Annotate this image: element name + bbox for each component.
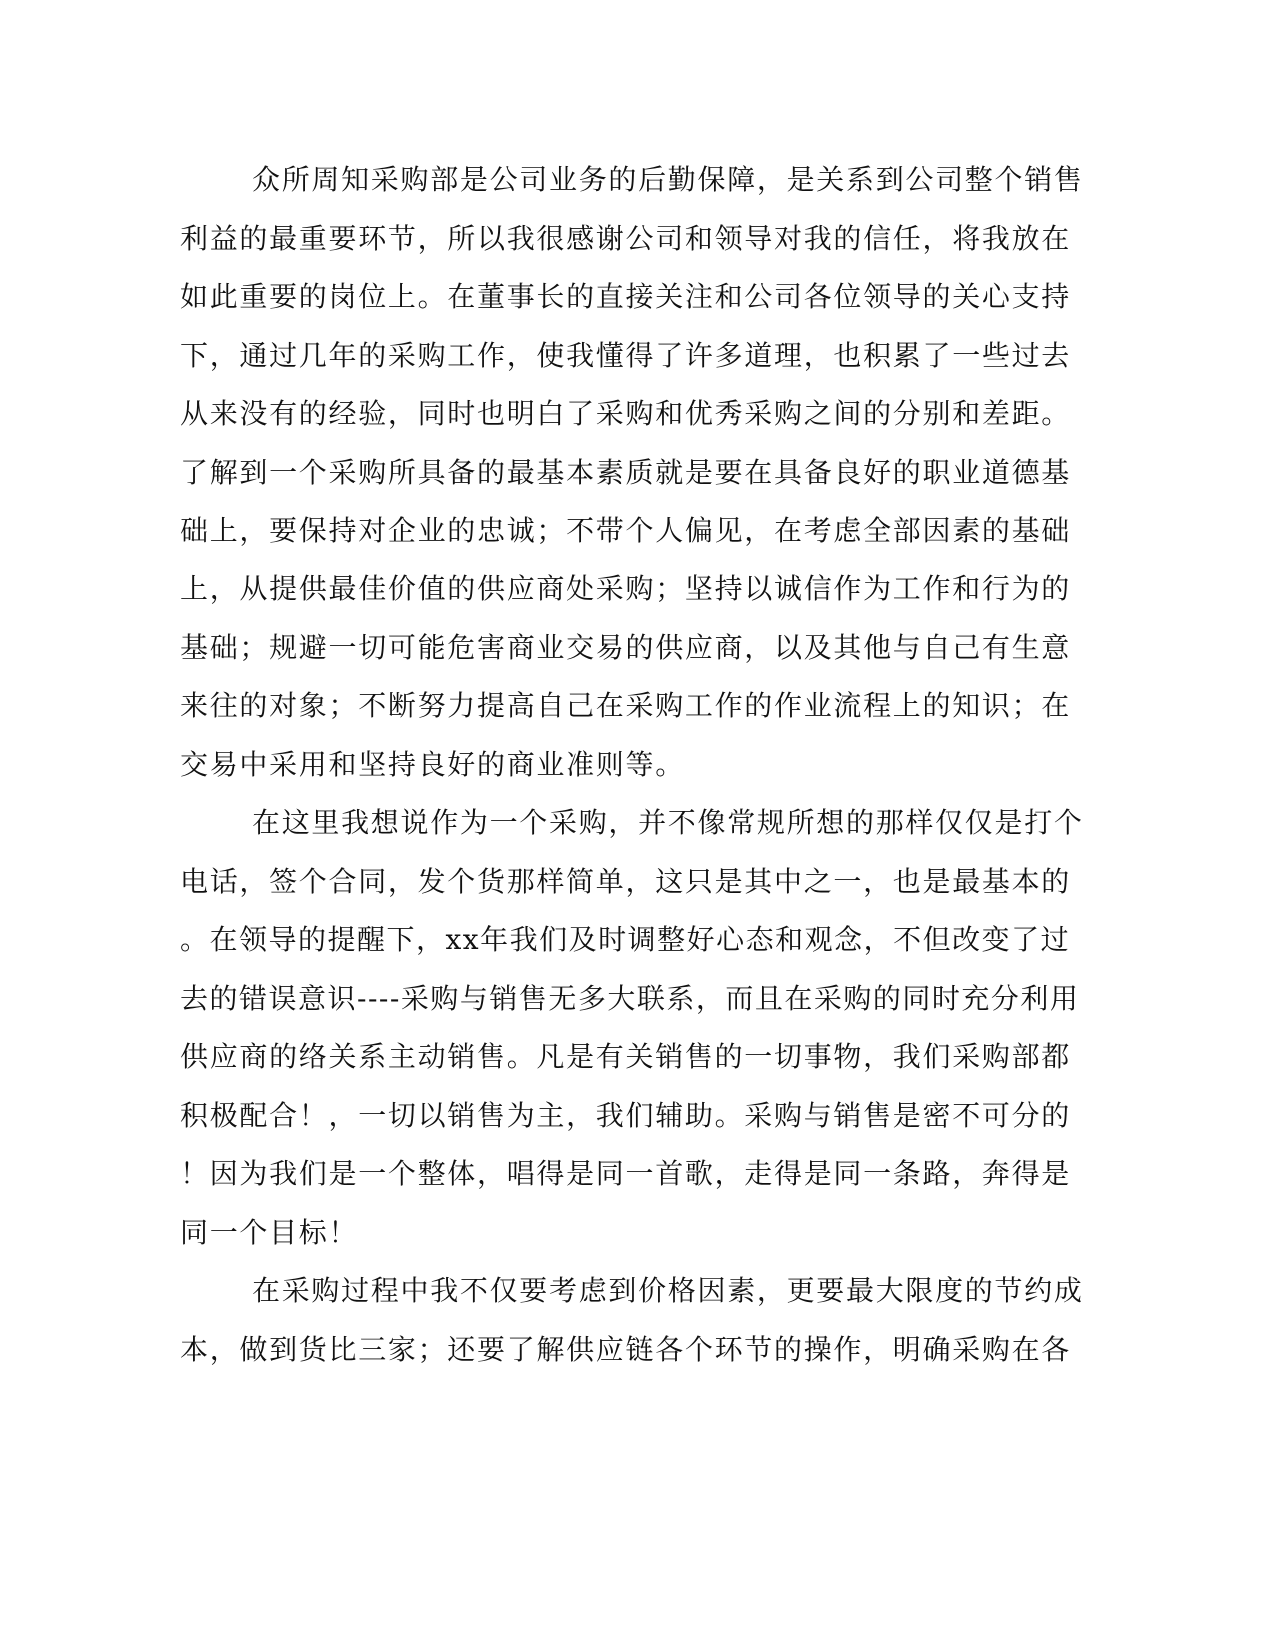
- text-line: 来往的对象；不断努力提高自己在采购工作的作业流程上的知识；在: [180, 689, 1072, 722]
- text-line: 基础；规避一切可能危害商业交易的供应商，以及其他与自己有生意: [180, 631, 1072, 664]
- text-line: 本，做到货比三家；还要了解供应链各个环节的操作，明确采购在各: [180, 1333, 1072, 1366]
- text-line: 。在领导的提醒下，xx年我们及时调整好心态和观念，不但改变了过: [180, 923, 1071, 956]
- text-line: 利益的最重要环节，所以我很感谢公司和领导对我的信任，将我放在: [180, 222, 1072, 255]
- text-line: 积极配合！，一切以销售为主，我们辅助。采购与销售是密不可分的: [180, 1099, 1072, 1132]
- text-line: 众所周知采购部是公司业务的后勤保障，是关系到公司整个销售: [252, 163, 1084, 196]
- text-line: 在采购过程中我不仅要考虑到价格因素，更要最大限度的节约成: [252, 1274, 1084, 1307]
- text-line: 供应商的络关系主动销售。凡是有关销售的一切事物，我们采购部都: [180, 1040, 1072, 1073]
- text-line: 如此重要的岗位上。在董事长的直接关注和公司各位领导的关心支持: [180, 280, 1072, 313]
- text-line: 从来没有的经验，同时也明白了采购和优秀采购之间的分别和差距。: [180, 397, 1072, 430]
- text-line: 础上，要保持对企业的忠诚；不带个人偏见，在考虑全部因素的基础: [180, 514, 1072, 547]
- text-line: 电话，签个合同，发个货那样简单，这只是其中之一，也是最基本的: [180, 865, 1072, 898]
- text-line: 同一个目标！: [180, 1216, 359, 1249]
- text-line: 下，通过几年的采购工作，使我懂得了许多道理，也积累了一些过去: [180, 339, 1072, 372]
- text-line: 去的错误意识----采购与销售无多大联系，而且在采购的同时充分利用: [180, 982, 1080, 1015]
- text-line: ！因为我们是一个整体，唱得是同一首歌，走得是同一条路，奔得是: [180, 1157, 1072, 1190]
- text-line: 上，从提供最佳价值的供应商处采购；坚持以诚信作为工作和行为的: [180, 572, 1072, 605]
- text-line: 了解到一个采购所具备的最基本素质就是要在具备良好的职业道德基: [180, 456, 1072, 489]
- text-line: 交易中采用和坚持良好的商业准则等。: [180, 748, 685, 781]
- text-line: 在这里我想说作为一个采购，并不像常规所想的那样仅仅是打个: [252, 806, 1084, 839]
